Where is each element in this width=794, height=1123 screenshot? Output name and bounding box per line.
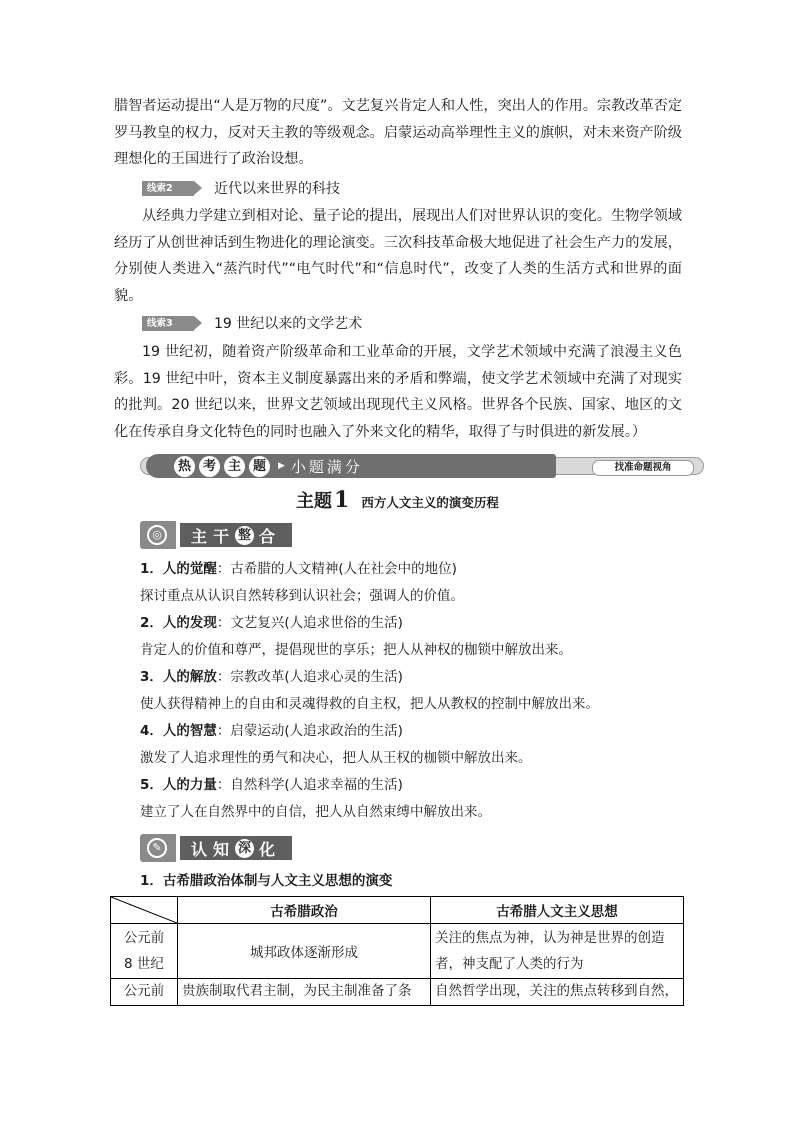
- point-body: 肯定人的价值和尊严，提倡现世的享乐；把人从神权的枷锁中解放出来。: [140, 642, 572, 658]
- section-title-post: 化: [259, 839, 282, 859]
- banner-char: 考: [199, 456, 220, 477]
- section-header-main: [140, 521, 292, 549]
- point-heading: [140, 719, 403, 739]
- section-title: [180, 836, 292, 860]
- clue-2-paragraph: 从经典力学建立到相对论、量子论的提出，展现出人们对世界认识的变化。生物学领域经历了从创世神话到生物进化的理论演变。三次科技革命极大地促进了社会生产力的发展，分别使人类进入“蒸汽时代”“电气时代”和“信息时代”，改变了人类的生活方式和世界的面貌。: [114, 208, 682, 304]
- point-rest: ：宗教改革(人追求心灵的生活): [216, 669, 403, 685]
- period-line: 8 世纪: [124, 956, 164, 972]
- point-heading: [140, 665, 403, 685]
- point-heading: [140, 611, 403, 631]
- clue-3-paragraph: 19 世纪初，随着资产阶级革命和工业革命的开展，文学艺术领域中充满了浪漫主义色彩。19 世纪中叶，资本主义制度暴露出来的矛盾和弊端，使文学艺术领域中充满了对现实的批判。20 世纪以来，世界文艺领域出现现代主义风格。世界各个民族、国家、地区的文化在传承自身文化特色的同时也融入了外来文化的精华，取得了与时俱进的新发展。）: [114, 344, 682, 440]
- table-row: [111, 979, 684, 1006]
- point-head: 2．人的发现: [140, 615, 217, 631]
- clue-2-heading: [142, 178, 340, 198]
- point-rest: ：古希腊的人文精神(人在社会中的地位): [216, 561, 457, 577]
- point-rest: ：启蒙运动(人追求政治的生活): [216, 723, 403, 739]
- thought-cell: 关注的焦点为神，认为神是世界的创造者，神支配了人类的行为: [431, 924, 684, 979]
- point-rest: ：自然科学(人追求幸福的生活): [216, 777, 403, 793]
- politics-cell: 贵族制取代君主制，为民主制准备了条: [178, 979, 431, 1006]
- point-body: 建立了人在自然界中的自信，把人从自然束缚中解放出来。: [140, 804, 491, 820]
- point-body: 探讨重点从认识自然转移到认识社会；强调人的价值。: [140, 588, 464, 604]
- banner-char: 题: [249, 456, 270, 477]
- banner-title: [146, 454, 556, 478]
- section-title-pre: 主干: [190, 526, 235, 546]
- banner-char: 热: [174, 456, 195, 477]
- clue-tag: 线索2: [142, 181, 194, 196]
- target-icon: ◎: [140, 521, 176, 549]
- topic-heading: [296, 487, 499, 513]
- table-title: 1．古希腊政治体制与人文主义思想的演变: [140, 873, 393, 889]
- point-body: 激发了人追求理性的勇气和决心，把人从王权的枷锁中解放出来。: [140, 750, 532, 766]
- clue-tag: 线索3: [142, 316, 194, 331]
- section-title-pre: 认知: [190, 839, 235, 859]
- point-head: 3．人的解放: [140, 669, 217, 685]
- comparison-table: [110, 896, 684, 1006]
- section-header-deep: [140, 834, 292, 862]
- period-cell: [111, 924, 178, 979]
- point-rest: ：文艺复兴(人追求世俗的生活): [216, 615, 403, 631]
- banner-subtitle: 小题满分: [290, 457, 363, 476]
- point-head: 5．人的力量: [140, 777, 217, 793]
- diagonal-header-cell: [111, 897, 178, 924]
- table-row: [111, 924, 684, 979]
- banner-tag: 找准命题视角: [592, 460, 694, 476]
- section-banner: [140, 453, 704, 479]
- point-body: 使人获得精神上的自由和灵魂得救的自主权，把人从教权的控制中解放出来。: [140, 696, 599, 712]
- header-cell: 古希腊人文主义思想: [431, 897, 684, 924]
- section-title-post: 合: [259, 526, 282, 546]
- thought-cell: 自然哲学出现，关注的焦点转移到自然，: [431, 979, 684, 1006]
- politics-cell: 城邦政体逐渐形成: [178, 924, 431, 979]
- section-title-circle: 深: [235, 839, 254, 858]
- section-title-circle: 整: [235, 526, 254, 545]
- clue-3-heading: [142, 313, 362, 333]
- period-cell: 公元前: [111, 979, 178, 1006]
- diagonal-line: [111, 897, 177, 923]
- book-icon: ✎: [140, 834, 176, 862]
- point-heading: [140, 557, 457, 577]
- table-header-row: [111, 897, 684, 924]
- triangle-right-icon: ▶: [278, 461, 285, 471]
- point-head: 1．人的觉醒: [140, 561, 217, 577]
- topic-title: 西方人文主义的演变历程: [361, 495, 499, 510]
- point-head: 4．人的智慧: [140, 723, 217, 739]
- banner-char: 主: [224, 456, 245, 477]
- header-cell: 古希腊政治: [178, 897, 431, 924]
- intro-paragraph: 腊智者运动提出“人是万物的尺度”。文艺复兴肯定人和人性，突出人的作用。宗教改革否定罗马教皇的权力，反对天主教的等级观念。启蒙运动高举理性主义的旗帜，对未来资产阶级理想化的王国进行了政治设想。: [114, 98, 683, 167]
- point-heading: [140, 773, 403, 793]
- period-line: 公元前: [123, 930, 165, 946]
- clue-title: 19 世纪以来的文学艺术: [214, 316, 363, 332]
- topic-label: 主题: [296, 491, 332, 512]
- clue-title: 近代以来世界的科技: [214, 181, 340, 197]
- topic-number: 1: [334, 487, 350, 513]
- section-title: [180, 523, 292, 547]
